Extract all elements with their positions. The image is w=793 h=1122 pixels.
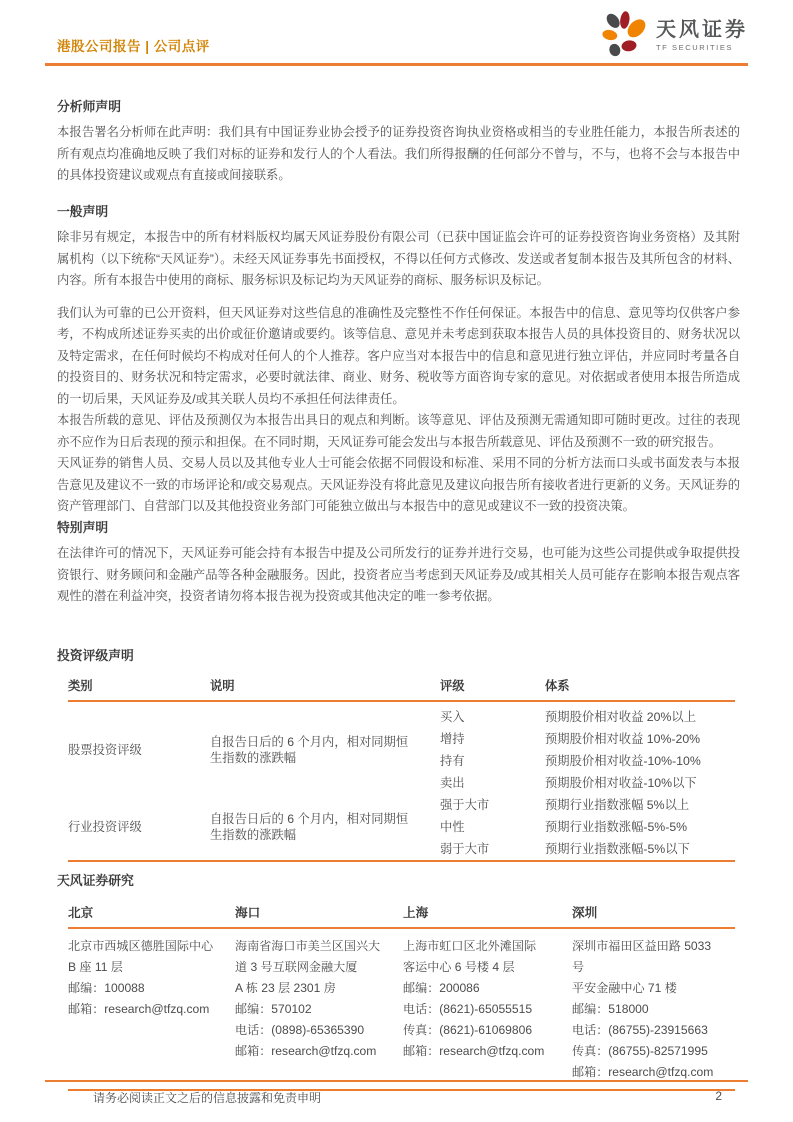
offices-body-row xyxy=(68,929,735,1083)
rating-cell: 弱于大市 xyxy=(440,842,490,856)
office-address-shenzhen xyxy=(572,936,735,1083)
rating-cell: 卖出 xyxy=(440,776,465,790)
general-statement-section xyxy=(57,201,740,518)
system-cell: 预期股价相对收益-10%以下 xyxy=(545,776,697,790)
investment-rating-heading: 投资评级声明 xyxy=(57,648,134,663)
description-cell: 自报告日后的 6 个月内，相对同期恒生指数的涨跌幅 xyxy=(210,812,409,842)
research-offices-section xyxy=(57,870,740,1091)
office-address-haikou xyxy=(235,936,403,1083)
analyst-statement-section xyxy=(57,96,740,187)
offices-table xyxy=(68,902,735,1091)
system-cell: 预期行业指数涨幅-5%-5% xyxy=(545,820,688,834)
address-line: A 栋 23 层 2301 房 xyxy=(235,981,336,995)
brand-text xyxy=(656,19,748,52)
phone-line: 电话：(0898)-65365390 xyxy=(235,1023,365,1037)
special-statement-heading: 特别声明 xyxy=(57,520,109,535)
office-city-haikou: 海口 xyxy=(235,906,261,920)
table-row xyxy=(68,794,735,816)
office-city-shanghai: 上海 xyxy=(403,906,429,920)
category-cell: 行业投资评级 xyxy=(68,820,142,834)
postcode-line: 邮编：518000 xyxy=(572,1002,649,1016)
special-statement-body: 在法律许可的情况下，天风证券可能会持有本报告中提及公司所发行的证券并进行交易，也可能为这些公司提供或争取提供投资银行、财务顾问和金融产品等各种金融服务。因此，投资者应当考虑到天风证券及/或其相关人员可能存在影响本报告观点客观性的潜在利益冲突，投资者请勿将本报告视为投资或其他决定的唯一参考依据。 xyxy=(57,546,740,603)
column-header-rating: 评级 xyxy=(440,676,545,701)
general-statement-p3: 本报告所载的意见、评估及预测仅为本报告出具日的观点和判断。该等意见、评估及预测无需通知即可随时更改。过往的表现亦不应作为日后表现的预示和担保。在不同时期，天风证券可能会发出与本报告所载意见、评估及预测不一致的研究报告。 xyxy=(57,413,740,449)
general-statement-p1: 除非另有规定，本报告中的所有材料版权均属天风证券股份有限公司（已获中国证监会许可的证券投资咨询业务资格）及其附属机构（以下统称“天风证券”）。未经天风证券事先书面授权，不得以任何方式修改、发送或者复制本报告及其所包含的材料、内容。所有本报告中使用的商标、服务标识及标记均为天风证券的商标、服务标识及标记。 xyxy=(57,230,740,287)
general-statement-p4: 天风证券的销售人员、交易人员以及其他专业人士可能会依据不同假设和标准、采用不同的分析方法而口头或书面发表与本报告意见及建议不一致的市场评论和/或交易观点。天风证券没有将此意见及建议向报告所有接收者进行更新的义务。天风证券的资产管理部门、自营部门以及其他投资业务部门可能独立做出与本报告中的意见或建议不一致的投资决策。 xyxy=(57,456,740,513)
address-line: 北京市西城区德胜国际中心 xyxy=(68,939,214,953)
report-type-breadcrumb: 港股公司报告 | 公司点评 xyxy=(57,39,210,54)
email-line: 邮箱：research@tfzq.com xyxy=(403,1044,545,1058)
header xyxy=(45,0,748,66)
rating-cell: 持有 xyxy=(440,754,465,768)
fax-line: 传真：(86755)-82571995 xyxy=(572,1044,708,1058)
system-cell: 预期股价相对收益-10%-10% xyxy=(545,754,701,768)
email-line: 邮箱：research@tfzq.com xyxy=(572,1065,714,1079)
system-cell: 预期股价相对收益 10%-20% xyxy=(545,732,701,746)
footer-disclaimer-notice: 请务必阅读正文之后的信息披露和免责申明 xyxy=(93,1091,322,1105)
special-statement-section xyxy=(57,517,740,608)
system-cell: 预期行业指数涨幅-5%以下 xyxy=(545,842,690,856)
postcode-line: 邮编：100088 xyxy=(68,981,145,995)
postcode-line: 邮编：200086 xyxy=(403,981,480,995)
rating-cell: 增持 xyxy=(440,732,465,746)
phone-line: 电话：(86755)-23915663 xyxy=(572,1023,708,1037)
address-line: 上海市虹口区北外滩国际 xyxy=(403,939,537,953)
offices-header-row xyxy=(68,902,735,929)
analyst-statement-body: 本报告署名分析师在此声明：我们具有中国证券业协会授予的证券投资咨询执业资格或相当的专业胜任能力，本报告所表述的所有观点均准确地反映了我们对标的证券和发行人的个人看法。我们所得报酬的任何部分不曾与，不与，也将不会与本报告中的具体投资建议或观点有直接或间接联系。 xyxy=(57,125,740,182)
address-line: B 座 11 层 xyxy=(68,960,123,974)
rating-cell: 中性 xyxy=(440,820,465,834)
rating-cell: 强于大市 xyxy=(440,798,490,812)
office-address-beijing xyxy=(68,936,235,1083)
system-cell: 预期股价相对收益 20%以上 xyxy=(545,710,696,724)
rating-table-header-row xyxy=(68,676,735,701)
address-line: 深圳市福田区益田路 5033 号 xyxy=(572,939,712,974)
system-cell: 预期行业指数涨幅 5%以上 xyxy=(545,798,690,812)
email-line: 邮箱：research@tfzq.com xyxy=(68,1002,210,1016)
page-footer xyxy=(45,1080,748,1106)
email-line: 邮箱：research@tfzq.com xyxy=(235,1044,377,1058)
brand-name: 天风证券 xyxy=(656,18,748,41)
office-city-shenzhen: 深圳 xyxy=(572,906,598,920)
general-statement-p2: 我们认为可靠的已公开资料，但天风证券对这些信息的准确性及完整性不作任何保证。本报告中的信息、意见等均仅供客户参考，不构成所述证券买卖的出价或征价邀请或要约。该等信息、意见并未考虑到获取本报告人员的具体投资目的、财务状况以及特定需求，在任何时候均不构成对任何人的个人推荐。客户应当对本报告中的信息和意见进行独立评估，并应同时考量各自的投资目的、财务状况和特定需求，必要时就法律、商业、财务、税收等方面咨询专家的意见。对依据或者使用本报告所造成的一切后果，天风证券及/或其关联人员均不承担任何法律责任。 xyxy=(57,305,740,406)
column-header-system: 体系 xyxy=(545,676,735,701)
office-address-shanghai xyxy=(403,936,572,1083)
page-number: 2 xyxy=(715,1089,722,1103)
office-city-beijing: 北京 xyxy=(68,906,94,920)
general-statement-heading: 一般声明 xyxy=(57,204,109,219)
investment-rating-section xyxy=(57,645,740,862)
postcode-line: 邮编：570102 xyxy=(235,1002,312,1016)
column-header-description: 说明 xyxy=(210,676,440,701)
research-heading: 天风证券研究 xyxy=(57,873,134,888)
fax-line: 传真：(8621)-61069806 xyxy=(403,1023,533,1037)
description-cell: 自报告日后的 6 个月内，相对同期恒生指数的涨跌幅 xyxy=(210,735,409,765)
analyst-statement-heading: 分析师声明 xyxy=(57,99,121,114)
rating-table xyxy=(68,676,735,862)
table-row xyxy=(68,701,735,728)
column-header-category: 类别 xyxy=(68,676,210,701)
tf-securities-logo-icon xyxy=(599,10,649,60)
phone-line: 电话：(8621)-65055515 xyxy=(403,1002,533,1016)
address-line: 客运中心 6 号楼 4 层 xyxy=(403,960,515,974)
category-cell: 股票投资评级 xyxy=(68,743,142,757)
brand xyxy=(599,10,748,63)
rating-cell: 买入 xyxy=(440,710,465,724)
address-line: 平安金融中心 71 楼 xyxy=(572,981,677,995)
address-line: 道 3 号互联网金融大厦 xyxy=(235,960,358,974)
brand-subtitle: TF SECURITIES xyxy=(656,42,734,52)
address-line: 海南省海口市美兰区国兴大 xyxy=(235,939,381,953)
